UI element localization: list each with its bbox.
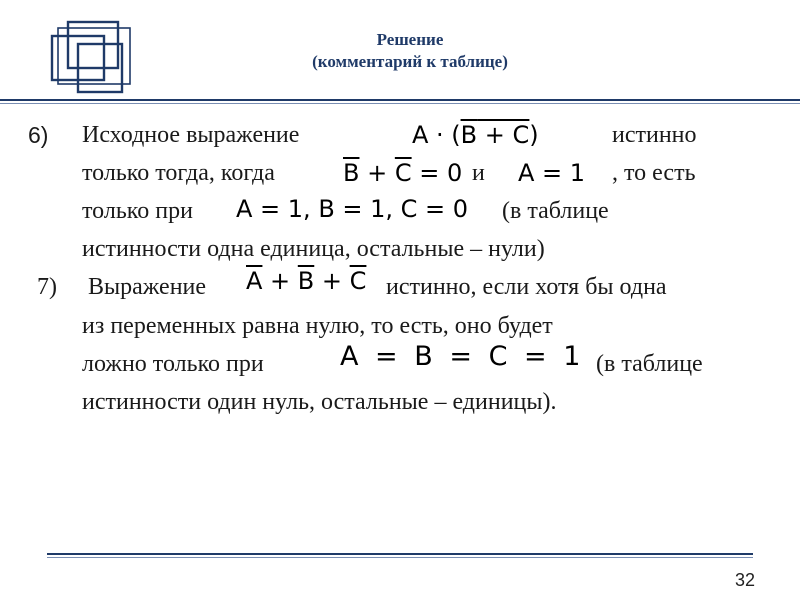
slide-subtitle: (комментарий к таблице) — [312, 52, 508, 71]
item6-line3-text: только при — [82, 198, 193, 224]
item6-line4-text: истинности одна единица, остальные – нули) — [82, 236, 545, 262]
formula-not-a-plus-not-b-plus-not-c: $\overline{A} + \overline{B} + \overline{C}$ — [246, 267, 367, 295]
page-number: 32 — [734, 570, 755, 590]
top-divider — [0, 99, 800, 101]
formula-not-b-plus-not-c-equals-0: $\overline{B} + \overline{C} = 0$ — [343, 159, 463, 187]
formula-a1-b1-c0: A = 1, B = 1, C = 0 — [236, 195, 469, 223]
item6-line2-and: и — [472, 160, 485, 186]
item6-number: 6) — [28, 122, 49, 148]
top-divider-thin — [0, 103, 800, 104]
formula-a-equals-1: A = 1 — [518, 159, 586, 187]
item7-line1-text-end: истинно, если хотя бы одна — [386, 274, 667, 300]
item7-line1-text: Выражение — [88, 274, 207, 300]
item6-line2-text-end: , то есть — [612, 160, 696, 186]
bottom-divider — [47, 553, 753, 555]
logo-squares-icon — [48, 18, 142, 96]
item7-line2-text: из переменных равна нулю, то есть, оно будет — [82, 313, 553, 339]
item6-line3-text-end: (в таблице — [502, 198, 609, 224]
item7-line4-text: истинности один нуль, остальные – единицы). — [82, 389, 557, 415]
item6-line1-text: Исходное выражение — [82, 122, 300, 148]
formula-a-times-not-b-plus-not-c: A · (B + C) — [412, 121, 539, 149]
item7-number: 7) — [37, 274, 57, 300]
item6-line1-text-end: истинно — [612, 122, 697, 148]
formula-a-equals-b-equals-c-equals-1: A = B = C = 1 — [340, 341, 581, 372]
item7-line3-text-end: (в таблице — [596, 351, 703, 377]
item6-line2-text: только тогда, когда — [82, 160, 275, 186]
slide-title: Решение — [376, 30, 444, 49]
bottom-divider-thin — [47, 557, 753, 558]
item7-line3-text: ложно только при — [82, 351, 264, 377]
